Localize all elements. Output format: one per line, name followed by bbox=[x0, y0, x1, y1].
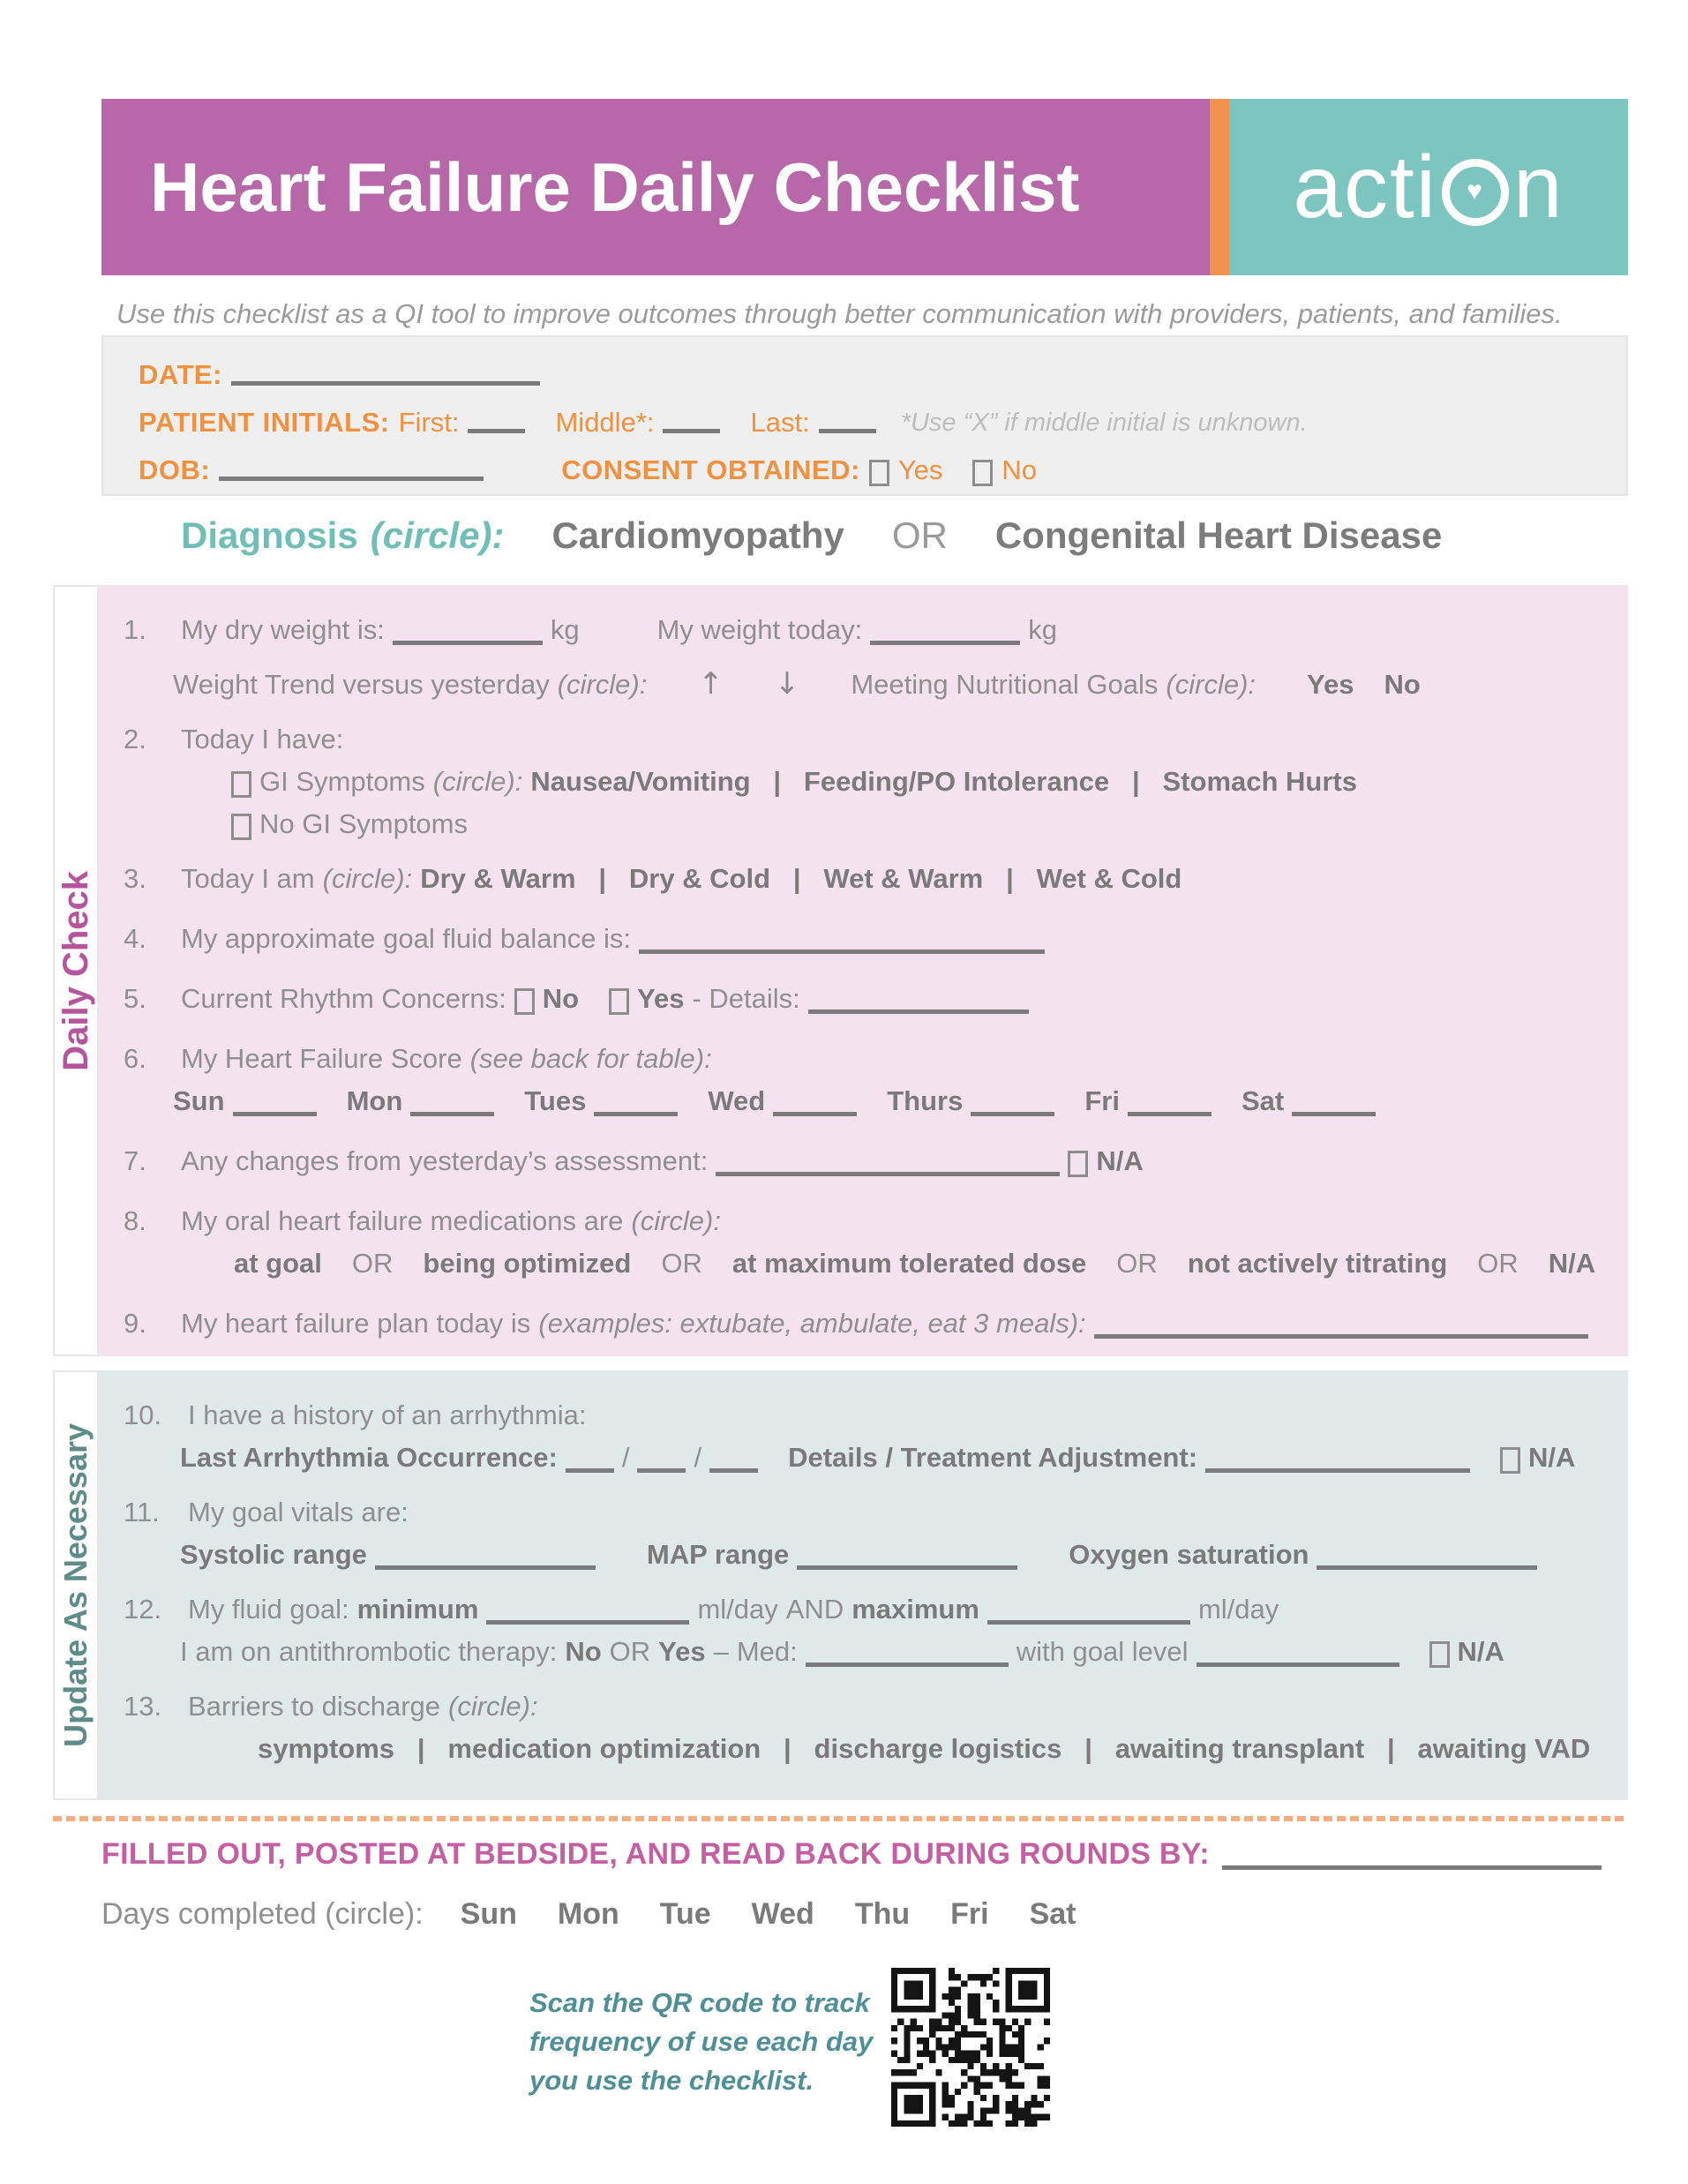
tagline: Use this checklist as a QI tool to improve outcomes through better communication with providers, patients, and families. bbox=[116, 298, 1563, 329]
arrhythmia-na-checkbox[interactable] bbox=[1500, 1447, 1520, 1474]
qr-text-line3: you use the checklist. bbox=[529, 2065, 814, 2096]
item11-number: 11. bbox=[124, 1497, 160, 1527]
daily-check-section bbox=[53, 585, 1628, 1356]
oral-meds-options-line bbox=[124, 1247, 1596, 1280]
item9-line bbox=[124, 1307, 1596, 1340]
item12-number: 12. bbox=[124, 1594, 162, 1625]
antithrombotic-label: I am on antithrombotic therapy: bbox=[180, 1636, 558, 1667]
gi-symptom-options: Nausea/Vomiting | Feeding/PO Intolerance | Stomach Hurts bbox=[530, 766, 1357, 797]
kg-unit-2: kg bbox=[1028, 614, 1057, 645]
occurrence-year-blank[interactable] bbox=[709, 1465, 758, 1473]
minimum-label: minimum bbox=[356, 1594, 479, 1625]
rhythm-no-option: No bbox=[542, 983, 580, 1014]
or-text: OR bbox=[661, 1248, 702, 1279]
treatment-adjustment-blank[interactable] bbox=[1205, 1465, 1470, 1473]
mlday-unit: ml/day bbox=[697, 1594, 778, 1625]
heart-circle-icon bbox=[1442, 159, 1509, 226]
update-gutter bbox=[53, 1370, 99, 1800]
maximum-label: maximum bbox=[852, 1594, 979, 1625]
banner-title-block bbox=[101, 99, 1210, 275]
occurrence-month-blank[interactable] bbox=[566, 1465, 614, 1473]
date-blank-line[interactable] bbox=[231, 378, 540, 386]
gi-symptoms-label: GI Symptoms bbox=[259, 766, 425, 797]
item5-number: 5. bbox=[124, 983, 146, 1014]
anti-yes-option: Yes bbox=[658, 1636, 706, 1667]
filled-out-label: FILLED OUT, POSTED AT BEDSIDE, AND READ BACK DURING ROUNDS BY: bbox=[101, 1837, 1210, 1871]
action-logo-block bbox=[1229, 99, 1628, 275]
daily-check-label: Daily Check bbox=[56, 870, 95, 1071]
consent-no-checkbox[interactable] bbox=[972, 460, 993, 486]
oral-meds-label: My oral heart failure medications are bbox=[181, 1205, 624, 1236]
item4-number: 4. bbox=[124, 923, 146, 954]
circle-note: (circle): bbox=[432, 766, 523, 797]
rhythm-no-checkbox[interactable] bbox=[514, 988, 535, 1015]
item1-weight-line bbox=[124, 613, 1596, 646]
or-text: OR bbox=[1477, 1248, 1519, 1279]
header-banner bbox=[101, 99, 1628, 275]
qr-code bbox=[891, 1968, 1050, 2127]
or-text: OR bbox=[609, 1636, 651, 1667]
map-range-label: MAP range bbox=[646, 1539, 790, 1570]
changes-na-label: N/A bbox=[1096, 1145, 1144, 1176]
footer-day-mon: Mon bbox=[557, 1897, 619, 1931]
logo-text-pre: acti bbox=[1293, 137, 1437, 236]
item4-line bbox=[124, 922, 1596, 955]
footer-day-sat: Sat bbox=[1029, 1897, 1077, 1931]
days-completed-row bbox=[101, 1897, 1117, 1932]
goal-level-blank[interactable] bbox=[1197, 1659, 1399, 1667]
anti-na-checkbox[interactable] bbox=[1429, 1641, 1450, 1668]
fluid-goal-label: My fluid goal: bbox=[188, 1594, 349, 1625]
item12-fluid-line bbox=[124, 1593, 1596, 1625]
middle-initial-blank[interactable] bbox=[663, 425, 720, 433]
no-gi-symptoms-line bbox=[124, 807, 1596, 840]
day-sat: Sat bbox=[1241, 1085, 1285, 1116]
circle-note: (circle): bbox=[631, 1205, 721, 1236]
score-tues-blank[interactable] bbox=[594, 1108, 678, 1116]
footer-day-fri: Fri bbox=[950, 1897, 989, 1931]
oxygen-saturation-label: Oxygen saturation bbox=[1069, 1539, 1309, 1570]
dashed-separator bbox=[53, 1816, 1628, 1821]
item6-number: 6. bbox=[124, 1043, 146, 1074]
changes-label: Any changes from yesterday’s assessment: bbox=[181, 1145, 709, 1176]
fluid-balance-blank[interactable] bbox=[639, 946, 1045, 954]
item1-number: 1. bbox=[124, 614, 146, 645]
qr-instruction-text bbox=[529, 1984, 873, 2100]
first-label: First: bbox=[398, 407, 460, 438]
wet-dry-options: Dry & Warm | Dry & Cold | Wet & Warm | Wet & Cold bbox=[420, 863, 1182, 894]
item8-number: 8. bbox=[124, 1205, 146, 1236]
footer-day-tue: Tue bbox=[659, 1897, 711, 1931]
item13-header-line bbox=[124, 1690, 1596, 1722]
diagnosis-option-chd: Congenital Heart Disease bbox=[994, 514, 1443, 556]
consent-yes-checkbox[interactable] bbox=[869, 460, 889, 486]
rhythm-concerns-label: Current Rhythm Concerns: bbox=[181, 983, 506, 1014]
no-gi-symptoms-label: No GI Symptoms bbox=[259, 808, 468, 839]
logo-text-post: n bbox=[1513, 137, 1564, 236]
item7-number: 7. bbox=[124, 1145, 146, 1176]
systolic-range-blank[interactable] bbox=[375, 1562, 596, 1570]
update-label: Update As Necessary bbox=[57, 1423, 94, 1747]
weight-today-blank[interactable] bbox=[870, 637, 1020, 645]
update-section bbox=[53, 1370, 1628, 1800]
goals-no-option: No bbox=[1384, 669, 1421, 700]
dry-weight-label: My dry weight is: bbox=[181, 614, 385, 645]
barriers-options: symptoms | medication optimization | discharge logistics | awaiting transplant | awaiting VAD bbox=[258, 1733, 1591, 1764]
score-fri-blank[interactable] bbox=[1128, 1108, 1212, 1116]
today-i-am-label: Today I am bbox=[181, 863, 315, 894]
score-thurs-blank[interactable] bbox=[971, 1108, 1054, 1116]
occurrence-day-blank[interactable] bbox=[637, 1465, 686, 1473]
footer-day-thu: Thu bbox=[854, 1897, 911, 1931]
item7-line bbox=[124, 1145, 1596, 1177]
diagnosis-option-cardiomyopathy: Cardiomyopathy bbox=[551, 514, 844, 556]
changes-na-checkbox[interactable] bbox=[1068, 1151, 1088, 1177]
qr-text-line2: frequency of use each day bbox=[529, 2026, 874, 2057]
item9-number: 9. bbox=[124, 1308, 146, 1339]
diagnosis-row bbox=[181, 514, 1454, 557]
circle-note: (circle): bbox=[557, 669, 648, 700]
item11-header-line bbox=[124, 1496, 1596, 1528]
patient-initials-label: PATIENT INITIALS: bbox=[139, 407, 390, 438]
day-wed: Wed bbox=[708, 1085, 766, 1116]
weight-today-label: My weight today: bbox=[656, 614, 863, 645]
patient-initials-row bbox=[139, 399, 1626, 447]
day-thurs: Thurs bbox=[887, 1085, 964, 1116]
consent-yes-label: Yes bbox=[897, 454, 943, 485]
last-label: Last: bbox=[750, 407, 810, 438]
item6-header-line bbox=[124, 1042, 1596, 1075]
day-mon: Mon bbox=[346, 1085, 403, 1116]
last-initial-blank[interactable] bbox=[819, 425, 876, 433]
opt-na: N/A bbox=[1548, 1248, 1596, 1279]
no-gi-symptoms-checkbox[interactable] bbox=[231, 814, 251, 840]
item2-header-line bbox=[124, 723, 1596, 755]
arrow-down-icon: ↓ bbox=[774, 666, 800, 702]
circle-note: (circle): bbox=[1166, 669, 1257, 700]
day-sun: Sun bbox=[173, 1085, 225, 1116]
item1-trend-line bbox=[124, 668, 1596, 701]
day-tues: Tues bbox=[524, 1085, 587, 1116]
maximum-blank[interactable] bbox=[987, 1617, 1190, 1625]
item13-number: 13. bbox=[124, 1691, 162, 1722]
heart-icon: ♥ bbox=[1467, 176, 1484, 206]
days-completed-label: Days completed (circle): bbox=[101, 1897, 424, 1931]
middle-initial-note: *Use “X” if middle initial is unknown. bbox=[900, 408, 1308, 437]
filled-out-blank[interactable] bbox=[1222, 1862, 1602, 1870]
opt-max-tolerated: at maximum tolerated dose bbox=[731, 1248, 1087, 1279]
goals-yes-option: Yes bbox=[1307, 669, 1354, 700]
barriers-options-line bbox=[124, 1732, 1596, 1765]
date-label: DATE: bbox=[139, 359, 222, 390]
opt-at-goal: at goal bbox=[234, 1248, 322, 1279]
hf-plan-label: My heart failure plan today is bbox=[181, 1308, 531, 1339]
first-initial-blank[interactable] bbox=[468, 425, 525, 433]
banner-orange-stripe bbox=[1210, 99, 1229, 275]
fluid-balance-label: My approximate goal fluid balance is: bbox=[181, 923, 632, 954]
diagnosis-label: Diagnosis bbox=[181, 514, 358, 556]
day-fri: Fri bbox=[1084, 1085, 1120, 1116]
update-body bbox=[99, 1370, 1628, 1800]
barriers-label: Barriers to discharge bbox=[188, 1691, 441, 1722]
footer-day-sun: Sun bbox=[460, 1897, 517, 1931]
diagnosis-circle-note: (circle): bbox=[370, 514, 505, 556]
circle-note: (circle): bbox=[448, 1691, 538, 1722]
rhythm-yes-checkbox[interactable] bbox=[609, 988, 629, 1015]
or-text: OR bbox=[351, 1248, 394, 1279]
rhythm-details-blank[interactable] bbox=[808, 1006, 1029, 1014]
middle-label: Middle*: bbox=[555, 407, 655, 438]
item10-header-line bbox=[124, 1399, 1596, 1431]
anti-no-option: No bbox=[565, 1636, 602, 1667]
arrhythmia-history-label: I have a history of an arrhythmia: bbox=[188, 1400, 587, 1430]
dob-consent-row bbox=[139, 447, 1626, 494]
gi-symptoms-line bbox=[124, 765, 1596, 798]
dob-blank-line[interactable] bbox=[219, 473, 484, 481]
dry-weight-blank[interactable] bbox=[393, 637, 543, 645]
hf-score-days-line bbox=[124, 1084, 1596, 1117]
weight-trend-label: Weight Trend versus yesterday bbox=[173, 669, 550, 700]
rhythm-yes-option: Yes bbox=[637, 983, 685, 1014]
patient-info-box bbox=[101, 335, 1628, 496]
kg-unit: kg bbox=[550, 614, 580, 645]
minimum-blank[interactable] bbox=[486, 1617, 689, 1625]
goal-vitals-line bbox=[124, 1538, 1596, 1571]
hf-plan-examples-note: (examples: extubate, ambulate, eat 3 meals): bbox=[538, 1308, 1086, 1339]
goal-vitals-label: My goal vitals are: bbox=[188, 1497, 409, 1527]
item2-number: 2. bbox=[124, 724, 146, 754]
goal-level-label: with goal level bbox=[1016, 1636, 1189, 1667]
qr-text-line1: Scan the QR code to track bbox=[529, 1987, 870, 2018]
daily-check-gutter bbox=[53, 585, 99, 1356]
daily-check-body bbox=[99, 585, 1628, 1356]
hf-plan-blank[interactable] bbox=[1094, 1331, 1588, 1339]
last-occurrence-label: Last Arrhythmia Occurrence: bbox=[180, 1442, 558, 1473]
score-mon-blank[interactable] bbox=[410, 1108, 494, 1116]
dash: – bbox=[713, 1636, 729, 1667]
slash: / bbox=[694, 1442, 702, 1473]
details-label: - Details: bbox=[692, 983, 800, 1014]
hf-score-label: My Heart Failure Score bbox=[181, 1043, 462, 1074]
item5-line bbox=[124, 982, 1596, 1015]
score-wed-blank[interactable] bbox=[773, 1108, 857, 1116]
consent-no-label: No bbox=[1002, 454, 1038, 485]
arrhythmia-na-label: N/A bbox=[1528, 1442, 1576, 1473]
med-blank[interactable] bbox=[806, 1659, 1009, 1667]
opt-not-titrating: not actively titrating bbox=[1187, 1248, 1448, 1279]
date-row bbox=[139, 351, 1626, 399]
med-label: Med: bbox=[736, 1636, 798, 1667]
footer-day-wed: Wed bbox=[751, 1897, 814, 1931]
anti-na-label: N/A bbox=[1457, 1636, 1504, 1667]
action-logo bbox=[1293, 137, 1564, 238]
item3-line bbox=[124, 862, 1596, 895]
antithrombotic-line bbox=[124, 1635, 1596, 1668]
mlday-unit: ml/day bbox=[1197, 1594, 1279, 1625]
dob-label: DOB: bbox=[139, 454, 211, 485]
slash: / bbox=[621, 1442, 630, 1473]
gi-symptoms-checkbox[interactable] bbox=[231, 771, 251, 798]
circle-note: (circle): bbox=[322, 863, 413, 894]
arrow-up-icon: ↑ bbox=[698, 666, 724, 702]
item10-number: 10. bbox=[124, 1400, 162, 1430]
arrhythmia-detail-line bbox=[124, 1441, 1596, 1474]
map-range-blank[interactable] bbox=[797, 1562, 1017, 1570]
score-sat-blank[interactable] bbox=[1292, 1108, 1376, 1116]
item8-header-line bbox=[124, 1205, 1596, 1237]
filled-out-row bbox=[101, 1837, 1602, 1872]
oxygen-saturation-blank[interactable] bbox=[1317, 1562, 1537, 1570]
nutritional-goals-label: Meeting Nutritional Goals bbox=[851, 669, 1159, 700]
or-text: OR bbox=[1116, 1248, 1158, 1279]
treatment-adjustment-label: Details / Treatment Adjustment: bbox=[788, 1442, 1198, 1473]
systolic-range-label: Systolic range bbox=[180, 1539, 367, 1570]
and-text: AND bbox=[785, 1594, 844, 1625]
today-i-have-label: Today I have: bbox=[181, 724, 344, 754]
item3-number: 3. bbox=[124, 863, 146, 894]
opt-being-optimized: being optimized bbox=[423, 1248, 632, 1279]
page-title: Heart Failure Daily Checklist bbox=[150, 147, 1080, 226]
changes-blank[interactable] bbox=[716, 1168, 1060, 1176]
diagnosis-or: OR bbox=[891, 514, 948, 556]
consent-label: CONSENT OBTAINED: bbox=[561, 454, 860, 485]
score-sun-blank[interactable] bbox=[233, 1108, 317, 1116]
see-back-note: (see back for table): bbox=[469, 1043, 712, 1074]
